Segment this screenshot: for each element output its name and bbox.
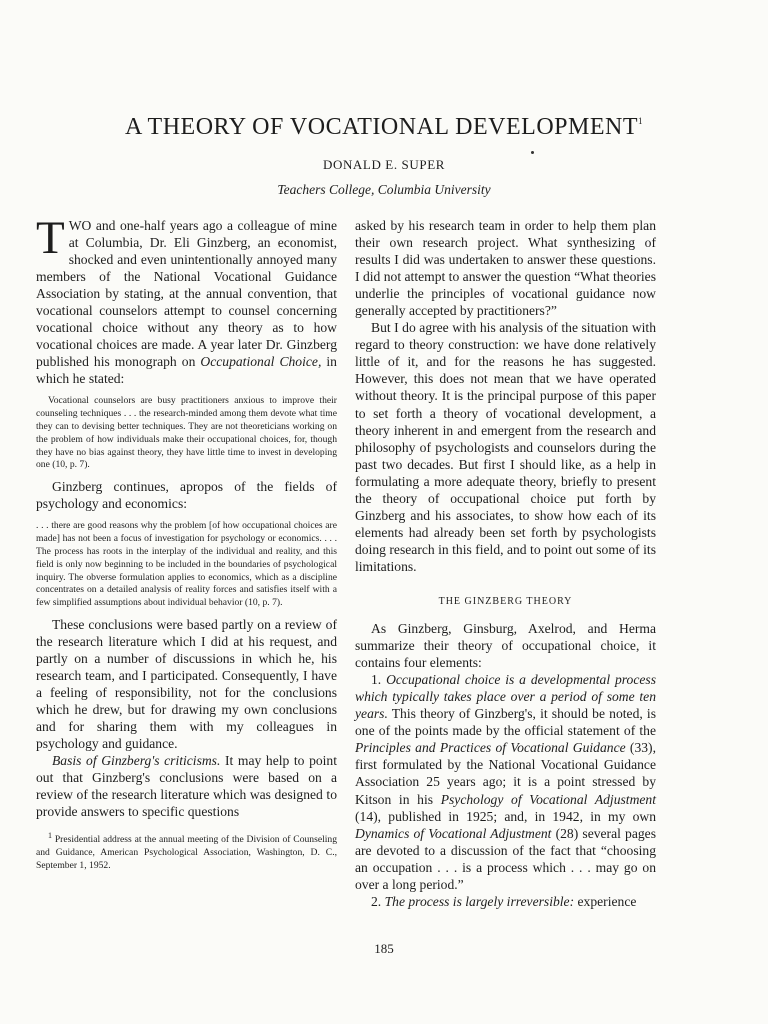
element-1-text-a: This theory of Ginzberg's, it should be noted, is one of the points made by the official statement of the (355, 706, 656, 739)
speck-mark (531, 151, 534, 154)
element-2-text: experience (574, 893, 637, 909)
article-title (0, 114, 768, 141)
right-column (355, 217, 656, 910)
element-2-statement: The process is largely irreversible: (384, 893, 575, 909)
paragraph-basis-criticisms (36, 752, 337, 820)
footnote-mark: 1 (48, 831, 52, 841)
cited-title-kitson: Psychology of Vocational Adjustment (440, 791, 656, 807)
opening-paragraph-text: WO and one-half years ago a colleague of mine at Columbia, Dr. Eli Ginzberg, an economist, shocked and even unintentionally annoyed many members of the National Vocational Guidance Association by stating, at the annual convention, that vocational counselors attempt to counsel concerning vocational choice without any theory as to how vocational choices are made. A year later Dr. Ginzberg published his monograph on (36, 218, 337, 370)
paragraph-theory-construction: But I do agree with his analysis of the situation with regard to theory construction: we have done relatively little of it, and for the reasons he has suggested. However, this does not mean that we have operated without theory. It is the principal purpose of this paper to set forth a theory of vocational development, a theory inherent in and emergent from the research and philosophy of psychologists and counselors during the past two decades. But first I should like, as a help in formulating a more adequate theory, briefly to present the theory of occupational choice put forth by Ginzberg and his associates, to show how each of its elements had already been set forth by psychologists doing research in this field, and to point out some of its limitations. (355, 320, 656, 574)
monograph-title: Occupational Choice, (200, 354, 322, 370)
block-quote-1: Vocational counselors are busy practitioners anxious to improve their counseling techniques . . . the research-minded among them devote what time they can to devising better techniques. They are not theoreticians working on the problem of how individuals make their occupational choices, for, though they have no bias against theory, they have little time to invest in developing one (10, p. 7). (36, 395, 337, 471)
title-text: A THEORY OF VOCATIONAL DEVELOPMENT (124, 114, 638, 140)
cited-title-dynamics: Dynamics of Vocational Adjustment (355, 825, 552, 841)
opening-paragraph (36, 212, 337, 387)
author-name: DONALD E. SUPER (322, 157, 446, 172)
paragraph-four-elements: As Ginzberg, Ginsburg, Axelrod, and Herma summarize their theory of occupational choice, it contains four elements: (355, 621, 656, 671)
footnote (36, 830, 337, 872)
element-2-paragraph (355, 893, 656, 910)
element-1-statement: Occupational choice is a developmental process which typically takes place over a period of some ten years. (355, 672, 656, 722)
paragraph-basis-text: It may help to point out that Ginzberg's conclusions were based on a review of the research literature which was designed to provide answers to specific questions (36, 753, 338, 820)
page-number: 185 (374, 941, 394, 956)
drop-cap: T (36, 212, 65, 264)
element-1-number: 1. (371, 672, 387, 688)
cited-title-principles: Principles and Practices of Vocational Guidance (355, 740, 626, 756)
run-in-heading: Basis of Ginzberg's criticisms. (52, 753, 221, 769)
author-affiliation: Teachers College, Columbia University (277, 182, 491, 197)
element-2-number: 2. (371, 893, 385, 909)
left-column (36, 212, 338, 872)
section-heading: THE GINZBERG THEORY (438, 595, 573, 607)
element-1-paragraph (355, 671, 656, 893)
element-1-text-b: (33), first formulated by the National Vocational Guidance Association 25 years ago; it is a point stressed by Kitson in his (355, 740, 656, 807)
paragraph-conclusions: These conclusions were based partly on a review of the research literature which I did at his request, and partly on a number of discussions in which he, his research team, and I participated. Consequently, I have a feeling of responsibility, not for the conclusions which he drew, but for drawing my own conclusions and for sharing them with my colleagues in psychology and guidance. (36, 616, 337, 752)
title-footnote-mark: 1 (638, 116, 643, 126)
paragraph-ginzberg-continues: Ginzberg continues, apropos of the fields of psychology and economics: (36, 479, 337, 512)
continued-paragraph: asked by his research team in order to help them plan their own research project. What synthesizing of results I did was undertaken to answer these questions. I did not attempt to answer the question “What theories underlie the principles of vocational guidance now generally accepted by practitioners?” (355, 218, 656, 319)
block-quote-2: . . . there are good reasons why the problem [of how occupational choices are made] has not been a focus of investigation for psychology or economics. . . . The process has roots in the interplay of the individual and reality, and this field is only now beginning to be included in the boundaries of psychological inquiry. The obverse formulation applies to economics, which as a discipline concentrates on a detailed analysis of reality forces and satisfies itself with a few simplified assumptions about individual behavior (10, p. 7). (36, 520, 337, 609)
opening-paragraph-end: in which he stated: (36, 354, 337, 387)
element-1-text-c: (14), published in 1925; and, in 1942, in my own (355, 808, 656, 824)
element-1-text-d: (28) several pages are devoted to a discussion of the fact that “choosing an occupation . . . is a process which . . . may go on over a long period.” (355, 825, 656, 892)
footnote-text: Presidential address at the annual meeting of the Division of Counseling and Guidance, American Psychological Association, Washington, D. C., September 1, 1952. (36, 834, 337, 871)
